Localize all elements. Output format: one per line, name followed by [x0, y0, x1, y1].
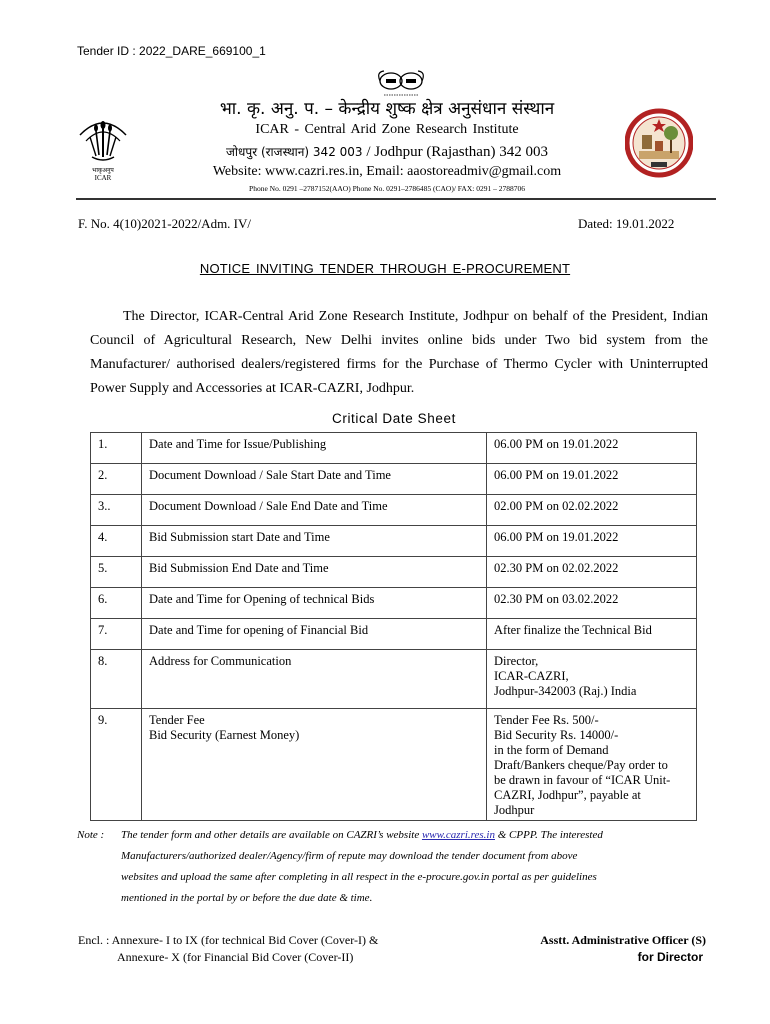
note-label: Note :: [77, 829, 105, 841]
row-value: 02.00 PM on 02.02.2022: [487, 495, 697, 526]
tender-id: Tender ID : 2022_DARE_669100_1: [77, 44, 266, 58]
note-line-4: mentioned in the portal by or before the due date & time.: [121, 892, 373, 904]
table-row: [91, 557, 697, 588]
row-number: 6.: [91, 588, 142, 619]
header-divider: [76, 198, 716, 200]
note-line-1: [121, 825, 713, 846]
icar-logo-hindi: भाकृअनुप: [92, 167, 114, 174]
institute-name-hindi: भा. कृ. अनु. प. – केन्द्रीय शुष्क क्षेत्र अनुसंधान संस्थान: [219, 99, 555, 119]
row-number: 7.: [91, 619, 142, 650]
row-number: 4.: [91, 526, 142, 557]
row-label: Date and Time for Issue/Publishing: [142, 433, 487, 464]
intro-text: The Director, ICAR-Central Arid Zone Research Institute, Jodhpur on behalf of the President, Indian Council of Agricultural Research, New Delhi invites online bids under Two bid system from the Manufacturer/ authorised dealers/registered firms for the Purchase of Thermo Cycler with Uninterrupted Power Supply and Accessories at ICAR-CAZRI, Jodhpur.: [90, 309, 708, 396]
row-label: Address for Communication: [142, 650, 487, 709]
table-row: [91, 619, 697, 650]
row-number: 5.: [91, 557, 142, 588]
row-label: Document Download / Sale End Date and Time: [142, 495, 487, 526]
row-value: After finalize the Technical Bid: [487, 619, 697, 650]
row-value: 02.30 PM on 03.02.2022: [487, 588, 697, 619]
icar-logo-english: ICAR: [94, 174, 112, 182]
cazri-website-link[interactable]: www.cazri.res.in: [421, 829, 495, 841]
table-row: [91, 433, 697, 464]
note-line-3: websites and upload the same after completing in all respect in the e-procure.gov.in portal as per guidelines: [121, 871, 597, 883]
table-row: [91, 709, 697, 821]
row-number: 9.: [91, 709, 142, 821]
enclosures: [78, 932, 378, 966]
row-value: 02.30 PM on 02.02.2022: [487, 557, 697, 588]
phone-line: Phone No. 0291 –2787152(AAO) Phone No. 0291–2786485 (CAO)/ FAX: 0291 – 2788706: [249, 184, 525, 193]
table-row: [91, 526, 697, 557]
row-label: Tender Fee Bid Security (Earnest Money): [142, 709, 487, 821]
signature-block: [524, 932, 706, 966]
intro-paragraph: [90, 305, 708, 401]
row-value: 06.00 PM on 19.01.2022: [487, 526, 697, 557]
row-value: 06.00 PM on 19.01.2022: [487, 464, 697, 495]
enclosure-line-1: Encl. : Annexure- I to IX (for technical Bid Cover (Cover-I) &: [78, 933, 379, 947]
institute-address: [140, 143, 634, 161]
address-english: / Jodhpur (Rajasthan) 342 003: [362, 144, 548, 160]
row-label: Bid Submission start Date and Time: [142, 526, 487, 557]
table-row: [91, 650, 697, 709]
icar-logo-icon: [72, 105, 134, 185]
row-label: Date and Time for opening of Financial Bid: [142, 619, 487, 650]
row-number: 2.: [91, 464, 142, 495]
row-label: Bid Submission End Date and Time: [142, 557, 487, 588]
table-row: [91, 588, 697, 619]
row-number: 1.: [91, 433, 142, 464]
row-number: 8.: [91, 650, 142, 709]
critical-date-sheet-title: Critical Date Sheet: [332, 411, 456, 426]
dated: Dated: 19.01.2022: [578, 216, 675, 231]
signatory-for: for Director: [637, 950, 703, 964]
website-email-line: Website: www.cazri.res.in, Email: aaostoreadmiv@gmail.com: [212, 164, 562, 179]
signatory-title: Asstt. Administrative Officer (S): [540, 933, 706, 947]
row-value: 06.00 PM on 19.01.2022: [487, 433, 697, 464]
file-number: F. No. 4(10)2021-2022/Adm. IV/: [78, 216, 252, 231]
notice-title: NOTICE INVITING TENDER THROUGH E-PROCUREMENT: [199, 261, 571, 276]
note-line-2: Manufacturers/authorized dealer/Agency/firm of repute may download the tender document from above: [121, 850, 578, 862]
row-label: Date and Time for Opening of technical Bids: [142, 588, 487, 619]
row-value: Director, ICAR-CAZRI, Jodhpur-342003 (Raj.) India: [487, 650, 697, 709]
enclosure-line-2: Annexure- X (for Financial Bid Cover (Cover-II): [117, 950, 354, 964]
table-row: [91, 464, 697, 495]
note-text-1: The tender form and other details are available on CAZRI’s website: [121, 829, 422, 841]
row-label: Document Download / Sale Start Date and Time: [142, 464, 487, 495]
cazri-seal-icon: [625, 103, 693, 185]
address-hindi: जोधपुर (राजस्थान) 342 003: [226, 145, 363, 159]
critical-date-table: [90, 432, 697, 821]
table-row: [91, 495, 697, 526]
institute-name-english: ICAR - Central Arid Zone Research Institute: [255, 122, 519, 137]
row-number: 3..: [91, 495, 142, 526]
row-value: Tender Fee Rs. 500/- Bid Security Rs. 14000/- in the form of Demand Draft/Bankers cheque/Pay order to be drawn in favour of “ICAR Unit- CAZRI, Jodhpur”, payable at Jodhpur: [487, 709, 697, 821]
note-text-2: & CPPP. The interested: [495, 829, 603, 841]
note-section: [77, 825, 713, 909]
